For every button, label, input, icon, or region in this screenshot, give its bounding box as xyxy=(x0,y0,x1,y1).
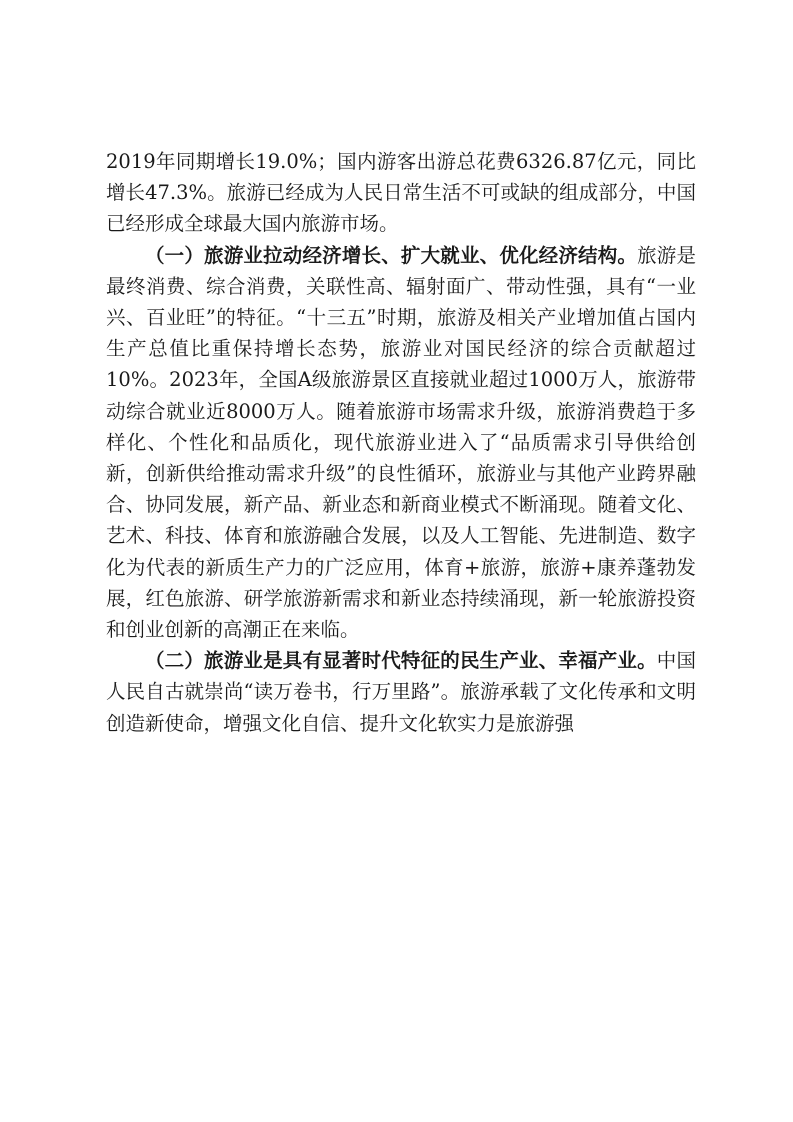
paragraph-text: 中国人民自古就崇尚“读万卷书，行万里路”。旅游承载了文化传承和文明创造新使命，增强文化自信、提升文化软实力是旅游强 xyxy=(106,649,696,735)
section-heading: （二）旅游业是具有显著时代特征的民生产业、幸福产业。 xyxy=(145,649,657,673)
paragraph-continuation xyxy=(106,146,696,240)
paragraph-text: 旅游是最终消费、综合消费，关联性高、辐射面广、带动性强，具有“一业兴、百业旺”的特征。“十三五”时期，旅游及相关产业增加值占国内生产总值比重保持增长态势，旅游业对国民经济的综合贡献超过10%。2023年，全国A级旅游景区直接就业超过1000万人，旅游带动综合就业近8000万人。随着旅游市场需求升级，旅游消费趋于多样化、个性化和品质化，现代旅游业进入了“品质需求引导供给创新，创新供给推动需求升级”的良性循环，旅游业与其他产业跨界融合、协同发展，新产品、新业态和新商业模式不断涌现。随着文化、艺术、科技、体育和旅游融合发展，以及人工智能、先进制造、数字化为代表的新质生产力的广泛应用，体育+旅游，旅游+康养蓬勃发展，红色旅游、研学旅游新需求和新业态持续涌现，新一轮旅游投资和创业创新的高潮正在来临。 xyxy=(106,243,696,642)
document-body xyxy=(106,146,696,739)
section-heading: （一）旅游业拉动经济增长、扩大就业、优化经济结构。 xyxy=(145,243,638,267)
paragraph-section-2 xyxy=(106,645,696,739)
paragraph-text: 2019年同期增长19.0%；国内游客出游总花费6326.87亿元，同比增长47.3%。旅游已经成为人民日常生活不可或缺的组成部分，中国已经形成全球最大国内旅游市场。 xyxy=(106,150,696,236)
paragraph-section-1 xyxy=(106,240,696,646)
